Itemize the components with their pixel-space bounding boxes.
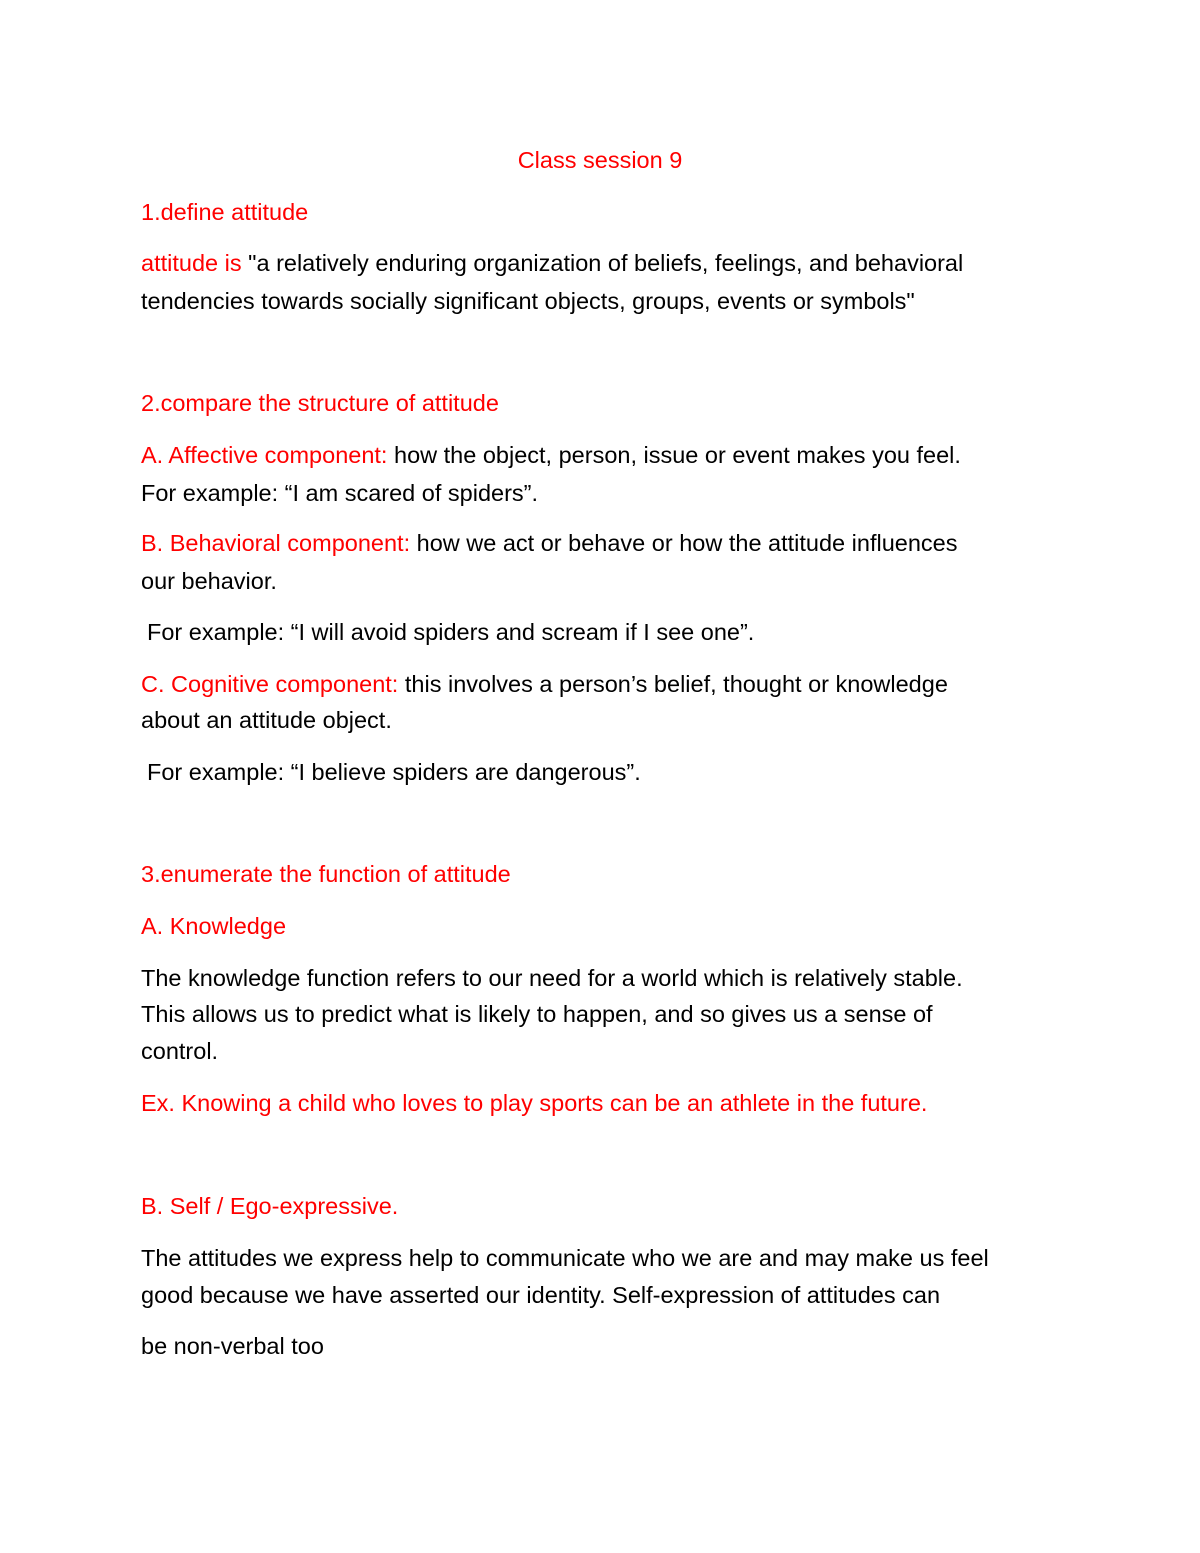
- section-1-heading: 1.define attitude: [141, 199, 309, 225]
- behavioral-component: [141, 528, 957, 558]
- definition-line-2: tendencies towards socially significant objects, groups, events or symbols": [141, 288, 915, 314]
- cognitive-label: C. Cognitive component:: [141, 671, 399, 697]
- definition-line-1: [141, 248, 963, 278]
- behavioral-text-2: our behavior.: [141, 568, 277, 594]
- affective-label: A. Affective component:: [141, 442, 388, 468]
- cognitive-component: [141, 669, 948, 699]
- knowledge-heading: A. Knowledge: [141, 913, 287, 939]
- affective-example: For example: “I am scared of spiders”.: [141, 480, 539, 506]
- cognitive-text: this involves a person’s belief, thought or knowledge: [398, 671, 948, 697]
- affective-text: how the object, person, issue or event makes you feel.: [387, 442, 961, 468]
- behavioral-label: B. Behavioral component:: [141, 530, 411, 556]
- section-2-heading: 2.compare the structure of attitude: [141, 390, 499, 416]
- self-expressive-line-3: be non-verbal too: [141, 1333, 324, 1359]
- cognitive-text-2: about an attitude object.: [141, 707, 392, 733]
- behavioral-example: For example: “I will avoid spiders and scream if I see one”.: [147, 619, 755, 645]
- self-expressive-line-1: The attitudes we express help to communicate who we are and may make us feel: [141, 1245, 989, 1271]
- section-3-heading: 3.enumerate the function of attitude: [141, 861, 511, 887]
- knowledge-line-3: control.: [141, 1038, 219, 1064]
- self-expressive-heading: B. Self / Ego-expressive.: [141, 1193, 399, 1219]
- self-expressive-line-2: good because we have asserted our identity. Self-expression of attitudes can: [141, 1282, 941, 1308]
- knowledge-line-2: This allows us to predict what is likely to happen, and so gives us a sense of: [141, 1001, 933, 1027]
- knowledge-example: Ex. Knowing a child who loves to play sports can be an athlete in the future.: [141, 1090, 928, 1116]
- cognitive-example: For example: “I believe spiders are dangerous”.: [147, 759, 641, 785]
- definition-label: attitude is: [141, 250, 249, 276]
- definition-text: "a relatively enduring organization of beliefs, feelings, and behavioral: [248, 250, 964, 276]
- behavioral-text: how we act or behave or how the attitude influences: [410, 530, 958, 556]
- page-title: Class session 9: [517, 147, 683, 173]
- affective-component: [141, 440, 961, 470]
- knowledge-line-1: The knowledge function refers to our need for a world which is relatively stable.: [141, 965, 963, 991]
